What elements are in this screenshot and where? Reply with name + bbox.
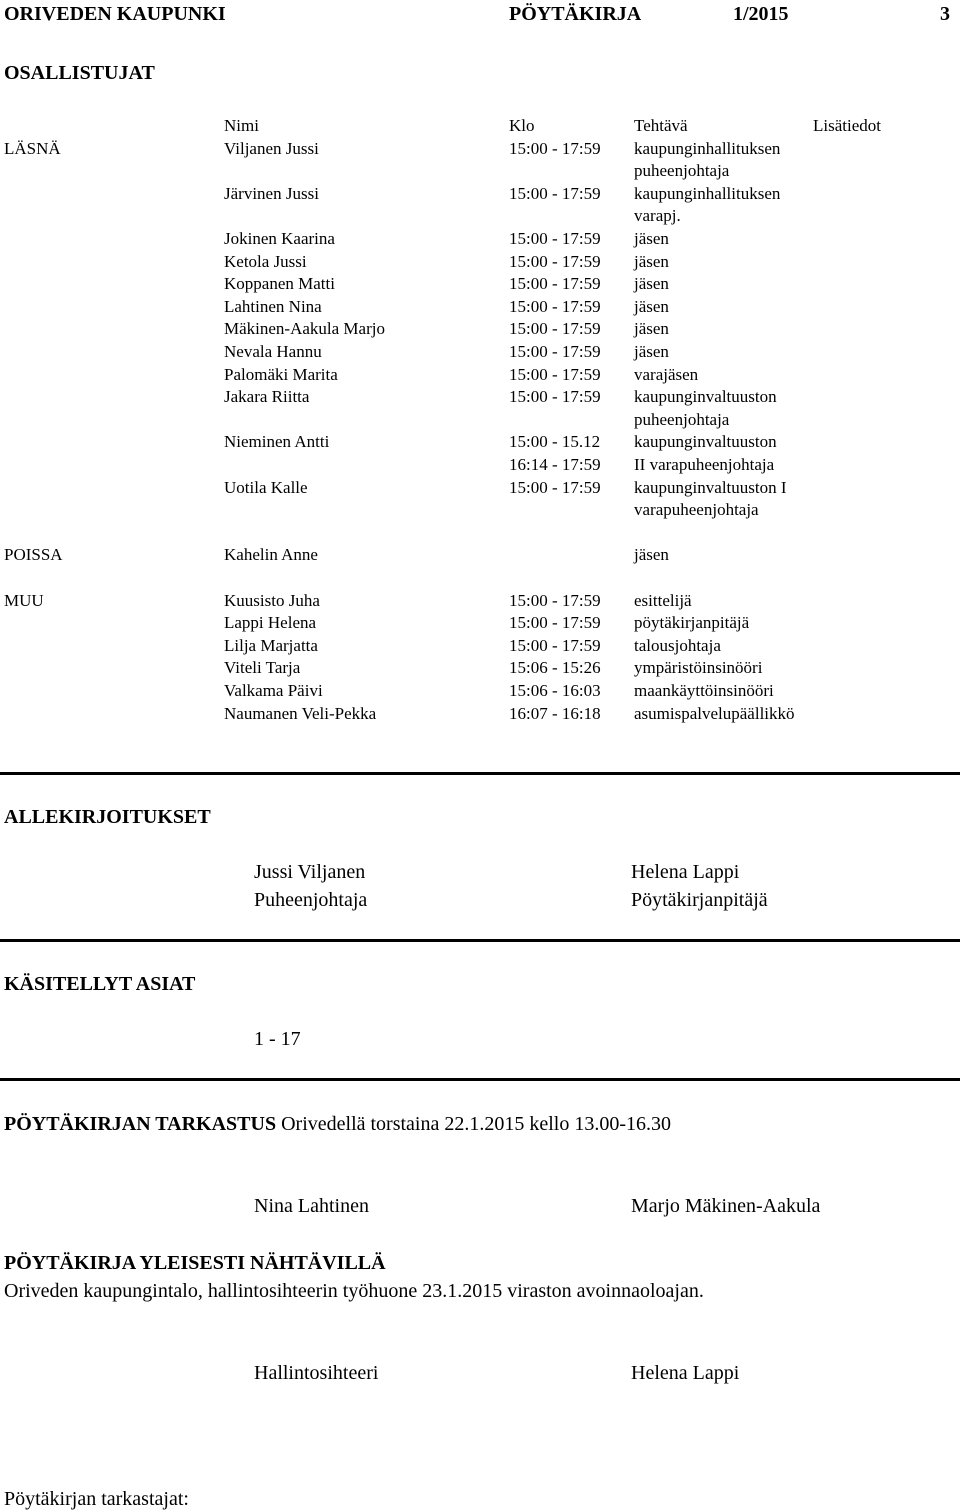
participant-time: 15:06 - 16:03 bbox=[509, 680, 601, 700]
participant-name: Naumanen Veli-Pekka bbox=[224, 703, 377, 723]
participant-name: Viteli Tarja bbox=[224, 658, 301, 678]
participant-name: Nieminen Antti bbox=[224, 432, 330, 452]
participant-time: 15:06 - 15:26 bbox=[509, 658, 601, 678]
participant-time: 15:00 - 17:59 bbox=[509, 138, 601, 158]
inspector-1: Nina Lahtinen bbox=[254, 1195, 369, 1217]
participant-role: kaupunginhallituksen bbox=[634, 138, 781, 158]
col-header-role: Tehtävä bbox=[634, 116, 688, 135]
participant-role: varapuheenjohtaja bbox=[634, 500, 759, 520]
col-header-name: Nimi bbox=[224, 116, 259, 135]
handled-items: 1 - 17 bbox=[254, 1028, 301, 1050]
group-label: LÄSNÄ bbox=[4, 138, 61, 158]
participant-name: Kuusisto Juha bbox=[224, 590, 320, 610]
participant-name: Viljanen Jussi bbox=[224, 138, 319, 158]
participant-name: Koppanen Matti bbox=[224, 274, 335, 294]
inspector-2: Marjo Mäkinen-Aakula bbox=[631, 1195, 821, 1217]
participant-role: kaupunginvaltuuston I bbox=[634, 477, 787, 497]
divider bbox=[0, 772, 960, 775]
participant-role: pöytäkirjanpitäjä bbox=[634, 613, 750, 633]
chair-role: Puheenjohtaja bbox=[254, 889, 368, 911]
participant-role: jäsen bbox=[634, 228, 669, 248]
public-display-signer-left: Hallintosihteeri bbox=[254, 1362, 379, 1384]
participant-name: Nevala Hannu bbox=[224, 341, 322, 361]
inspectors-label: Pöytäkirjan tarkastajat: bbox=[4, 1488, 189, 1510]
participant-time: 16:07 - 16:18 bbox=[509, 703, 601, 723]
inspection-title: PÖYTÄKIRJAN TARKASTUS bbox=[4, 1113, 277, 1135]
participant-role: II varapuheenjohtaja bbox=[634, 454, 775, 474]
participant-name: Lappi Helena bbox=[224, 613, 317, 633]
participant-name: Valkama Päivi bbox=[224, 680, 323, 700]
participant-role: kaupunginvaltuuston bbox=[634, 387, 777, 407]
doc-number: 1/2015 bbox=[733, 3, 789, 25]
participant-name: Uotila Kalle bbox=[224, 477, 308, 497]
participant-role: puheenjohtaja bbox=[634, 161, 730, 181]
participant-role: jäsen bbox=[634, 341, 669, 361]
participant-time: 15:00 - 17:59 bbox=[509, 228, 601, 248]
participant-name: Kahelin Anne bbox=[224, 545, 318, 565]
secretary-role: Pöytäkirjanpitäjä bbox=[631, 889, 768, 911]
participant-role: jäsen bbox=[634, 251, 669, 271]
secretary-name: Helena Lappi bbox=[631, 861, 740, 883]
org-name: ORIVEDEN KAUPUNKI bbox=[4, 3, 226, 25]
participant-role: puheenjohtaja bbox=[634, 409, 730, 429]
participant-time: 15:00 - 15.12 bbox=[509, 432, 601, 452]
participant-role: varapj. bbox=[634, 206, 681, 226]
participant-time: 16:14 - 17:59 bbox=[509, 454, 601, 474]
participant-role: varajäsen bbox=[634, 364, 699, 384]
participant-role: maankäyttöinsinööri bbox=[634, 680, 774, 700]
participant-time: 15:00 - 17:59 bbox=[509, 251, 601, 271]
public-display-signer-right: Helena Lappi bbox=[631, 1362, 740, 1384]
participant-name: Lahtinen Nina bbox=[224, 296, 322, 316]
participant-time: 15:00 - 17:59 bbox=[509, 387, 601, 407]
group-label: MUU bbox=[4, 590, 44, 610]
divider bbox=[0, 1078, 960, 1081]
participant-name: Mäkinen-Aakula Marjo bbox=[224, 319, 385, 339]
participant-time: 15:00 - 17:59 bbox=[509, 296, 601, 316]
participant-role: kaupunginvaltuuston bbox=[634, 432, 777, 452]
participant-role: talousjohtaja bbox=[634, 635, 721, 655]
participant-role: kaupunginhallituksen bbox=[634, 183, 781, 203]
chair-name: Jussi Viljanen bbox=[254, 861, 366, 883]
inspection-line bbox=[4, 1113, 671, 1136]
participant-role: jäsen bbox=[634, 296, 669, 316]
participant-name: Lilja Marjatta bbox=[224, 635, 318, 655]
participant-time: 15:00 - 17:59 bbox=[509, 477, 601, 497]
participant-role: jäsen bbox=[634, 545, 669, 565]
inspection-text: Orivedellä torstaina 22.1.2015 kello 13.00-16.30 bbox=[281, 1113, 672, 1135]
participant-time: 15:00 - 17:59 bbox=[509, 364, 601, 384]
public-display-text: Oriveden kaupungintalo, hallintosihteerin työhuone 23.1.2015 viraston avoinnaoloajan. bbox=[4, 1280, 704, 1302]
participant-name: Järvinen Jussi bbox=[224, 183, 319, 203]
col-header-time: Klo bbox=[509, 116, 535, 135]
participants-title: OSALLISTUJAT bbox=[4, 62, 155, 84]
signatures-title: ALLEKIRJOITUKSET bbox=[4, 806, 211, 828]
group-label: POISSA bbox=[4, 545, 63, 565]
participant-role: asumispalvelupäällikkö bbox=[634, 703, 795, 723]
participant-role: ympäristöinsinööri bbox=[634, 658, 763, 678]
participant-time: 15:00 - 17:59 bbox=[509, 319, 601, 339]
col-header-extra: Lisätiedot bbox=[813, 116, 881, 135]
participant-name: Ketola Jussi bbox=[224, 251, 307, 271]
participant-role: esittelijä bbox=[634, 590, 692, 610]
participant-time: 15:00 - 17:59 bbox=[509, 590, 601, 610]
participant-name: Jokinen Kaarina bbox=[224, 228, 335, 248]
participant-time: 15:00 - 17:59 bbox=[509, 274, 601, 294]
participant-time: 15:00 - 17:59 bbox=[509, 613, 601, 633]
handled-title: KÄSITELLYT ASIAT bbox=[4, 973, 196, 995]
participant-role: jäsen bbox=[634, 319, 669, 339]
participant-name: Jakara Riitta bbox=[224, 387, 310, 407]
public-display-title: PÖYTÄKIRJA YLEISESTI NÄHTÄVILLÄ bbox=[4, 1252, 386, 1274]
participant-time: 15:00 - 17:59 bbox=[509, 341, 601, 361]
page-number: 3 bbox=[940, 3, 950, 25]
divider bbox=[0, 939, 960, 942]
participant-time: 15:00 - 17:59 bbox=[509, 635, 601, 655]
doc-type: PÖYTÄKIRJA bbox=[509, 3, 642, 25]
participant-role: jäsen bbox=[634, 274, 669, 294]
participant-name: Palomäki Marita bbox=[224, 364, 338, 384]
participant-time: 15:00 - 17:59 bbox=[509, 183, 601, 203]
